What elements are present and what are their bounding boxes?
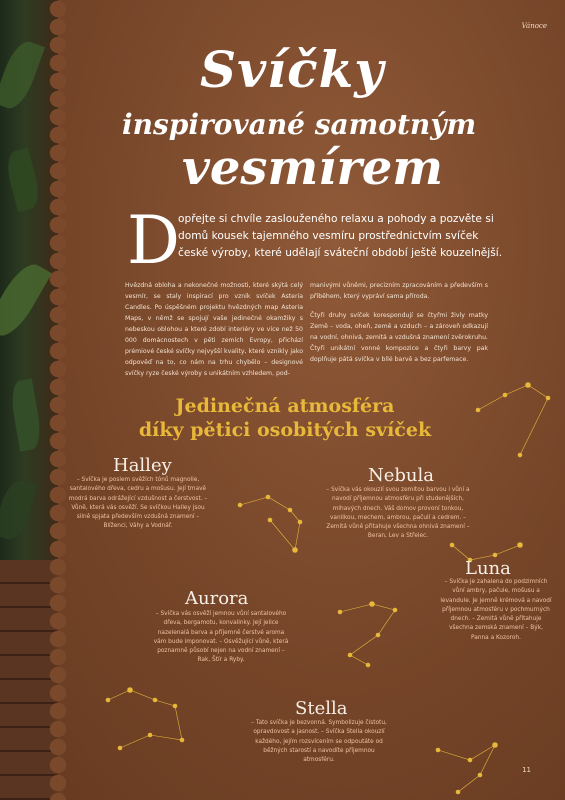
lead-line3: české výroby, které udělají sváteční období ještě kouzelnější. xyxy=(178,247,503,259)
title-line2: inspirované samotným xyxy=(122,108,477,141)
candle-name-luna: Luna xyxy=(465,558,511,579)
candle-desc-luna: – Svíčka je zahalena do podzimních vůní ambry, pačule, mošusu a levandule. Je jemně krémová a navodí příjemnou atmosféru v pochmurných dnech. – Zemitá vůně přitahuje všechna zemská znamení – Býk, Panna a Kozoroh. xyxy=(440,579,552,641)
candle-name-halley: Halley xyxy=(113,455,172,476)
body-column-2-para2: Čtyři druhy svíček korespondují se čtyřmi živly matky Země – voda, oheň, země a vzduch – a zároveň odkazují na vodní, ohnivá, zemitá a vzdušná znamení zvěrokruhu. Čtyři unikátní vonné kompozice a čtyři barvy pak doplňuje pátá svíčka v bílé barvě a bez parfemace. xyxy=(310,312,488,363)
candle-desc-nebula: – Svíčka vás okouzlí svou zemitou barvou i vůní a navodí příjemnou atmosféru při studenějších, mlhavých dnech. Váš domov provoní tonkou, vanilkou, mechem, ambrou, pačulí a cedrem. – Zemitá vůně přitahuje všechna ohnivá znamení – Beran, Lev a Střelec. xyxy=(326,487,470,540)
title-line1: Svíčky xyxy=(200,40,385,99)
candle-name-nebula: Nebula xyxy=(368,465,435,486)
candle-name-stella: Stella xyxy=(295,698,348,719)
page-number: 11 xyxy=(522,766,531,774)
title-line3: vesmírem xyxy=(182,140,444,196)
candle-desc-halley: – Svíčka je poslem svěžích tónů magnolie, santalového dřeva, cedru a mošusu. Její tmavě modrá barva odrážející vzdušnost a čerstvost. – Vůně, která vás osvěží. Se svíčkou Halley jsou silně spjata především vzdušná znamení – Blíženci, Váhy a Vodnář. xyxy=(68,477,208,530)
candle-name-aurora: Aurora xyxy=(185,588,249,609)
drop-cap: D xyxy=(127,202,180,279)
subtitle-line1: Jedinečná atmosféra xyxy=(175,395,395,417)
candle-desc-aurora: – Svíčka vás osvěží jemnou vůní santalového dřeva, bergamotu, konvalinky. Její jelice nazelenalá barva a příjemně čerstvé aroma vám bude imponovat. – Osvěžující vůně, která poznamně působí nejen na vodní znamení – Rak, Štír a Ryby. xyxy=(153,611,289,664)
section-label: Vánoce xyxy=(521,22,547,30)
candle-desc-stella: – Tato svíčka je bezvonná. Symbolizuje čistotu, opravdovost a jasnost. – Svíčka Stella okouzlí každého, jejím rozsvícením se odpoutáte od běžných starostí a navodíte příjemnou atmosféru. xyxy=(251,720,387,764)
lead-line1: opřejte si chvíle zaslouženého relaxu a pohody a pozvěte si xyxy=(178,213,494,225)
body-column-2-para1: manivými vůněmi, precizním zpracováním a především s příběhem, který vypráví sama příroda. xyxy=(310,282,488,300)
lead-line2: domů kousek tajemného vesmíru prostřednictvím svíček xyxy=(178,230,479,242)
subtitle-line2: díky pětici osobitých svíček xyxy=(138,419,432,441)
body-column-1: Hvězdná obloha a nekonečné možnosti, které skýtá celý vesmír, se staly inspirací pro vznik svíček Asteria Candles. Po úspěšném projektu hvězdných map Asteria Maps, v němž se spojují vaše jedinečné okamžiky s nebeskou oblohou a které zdobí interiéry ve více než 50 000 domácnostech v pěti zemích Evropy, přichází prémiové české svíčky nejvyšší kvality, které vznikly jako odpověď na to, co nám na trhu chybělo – designové svíčky ryze české výroby s unikátním vzhledem, pod- xyxy=(125,282,303,377)
